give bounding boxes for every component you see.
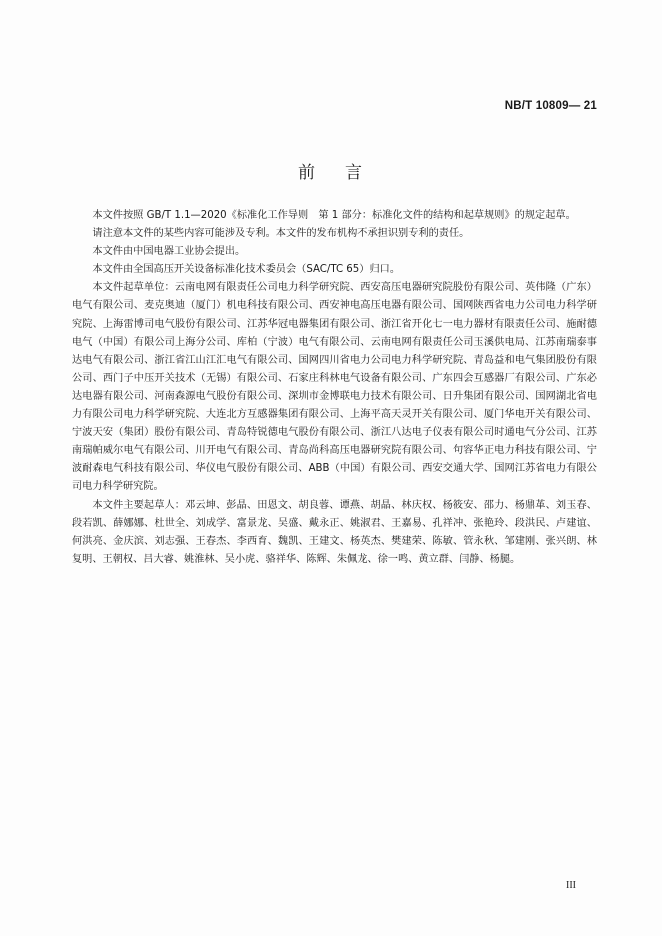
paragraph-drafting-units: 本文件起草单位：云南电网有限责任公司电力科学研究院、西安高压电器研究院股份有限公司、英伟隆（广东）电气有限公司、麦克奥迪（厦门）机电科技有限公司、西安神电高压电器有限公司、国网陕西省电力公司电力科学研究院、上海雷博司电气股份有限公司、江苏华冠电器集团有限公司、浙江省开化七一电力器材有限责任公司、施耐德电气（中国）有限公司上海分公司、库柏（宁波）电气有限公司、云南电网有限责任公司玉溪供电局、江苏南瑞泰事达电气有限公司、浙江省江山江汇电气有限公司、国网四川省电力公司电力科学研究院、青岛益和电气集团股份有限公司、西门子中压开关技术（无锡）有限公司、石家庄科林电气设备有限公司、广东四会互感器厂有限公司、广东必达电器有限公司、河南森源电气股份有限公司、深圳市金博联电力技术有限公司、日升集团有限公司、国网湖北省电力有限公司电力科学研究院、大连北方互感器集团有限公司、上海平高天灵开关有限公司、厦门华电开关有限公司、宁波天安（集团）股份有限公司、青岛特锐德电气股份有限公司、浙江八达电子仪表有限公司时通电气分公司、江苏南瑞帕威尔电气有限公司、川开电气有限公司、青岛尚科高压电器研究院有限公司、句容华正电力科技有限公司、宁波耐森电气科技有限公司、华仪电气股份有限公司、ABB（中国）有限公司、西安交通大学、国网江苏省电力有限公司电力科学研究院。: [72, 282, 597, 493]
foreword-body: [72, 207, 597, 569]
paragraph-patent-notice: 请注意本文件的某些内容可能涉及专利。本文件的发布机构不承担识别专利的责任。: [92, 228, 470, 240]
page-number: III: [566, 880, 576, 891]
page-title: [0, 158, 662, 183]
paragraph-committee: 本文件由全国高压开关设备标准化技术委员会（SAC/TC 65）归口。: [92, 264, 401, 276]
title-char-2: 言: [345, 163, 364, 183]
standard-code-header: NB/T 10809— 21: [504, 100, 597, 112]
title-char-1: 前: [298, 163, 317, 183]
paragraph-drafters: 本文件主要起草人：邓云坤、彭晶、田恩文、胡良蓉、谭燕、胡晶、林庆权、杨筱安、邵力、杨鼎革、刘玉春、段若凯、薛娜娜、杜世全、刘成学、富景龙、吴盛、戴永正、姚淑君、王嘉易、孔祥冲、张艳玲、段洪民、卢建谊、何洪亮、金庆滨、刘志强、王春杰、李西育、魏凯、王建文、杨英杰、樊建荣、陈敏、管永秋、邹建刚、张兴朗、林复明、王朝权、吕大睿、姚淮林、吴小虎、骆祥华、陈辉、朱佩龙、徐一鸣、黄立群、闫静、杨腿。: [72, 499, 597, 565]
paragraph-drafting-basis: 本文件按照 GB/T 1.1—2020《标准化工作导则 第 1 部分：标准化文件的结构和起草规则》的规定起草。: [92, 210, 576, 221]
paragraph-proposer: 本文件由中国电器工业协会提出。: [92, 246, 246, 258]
